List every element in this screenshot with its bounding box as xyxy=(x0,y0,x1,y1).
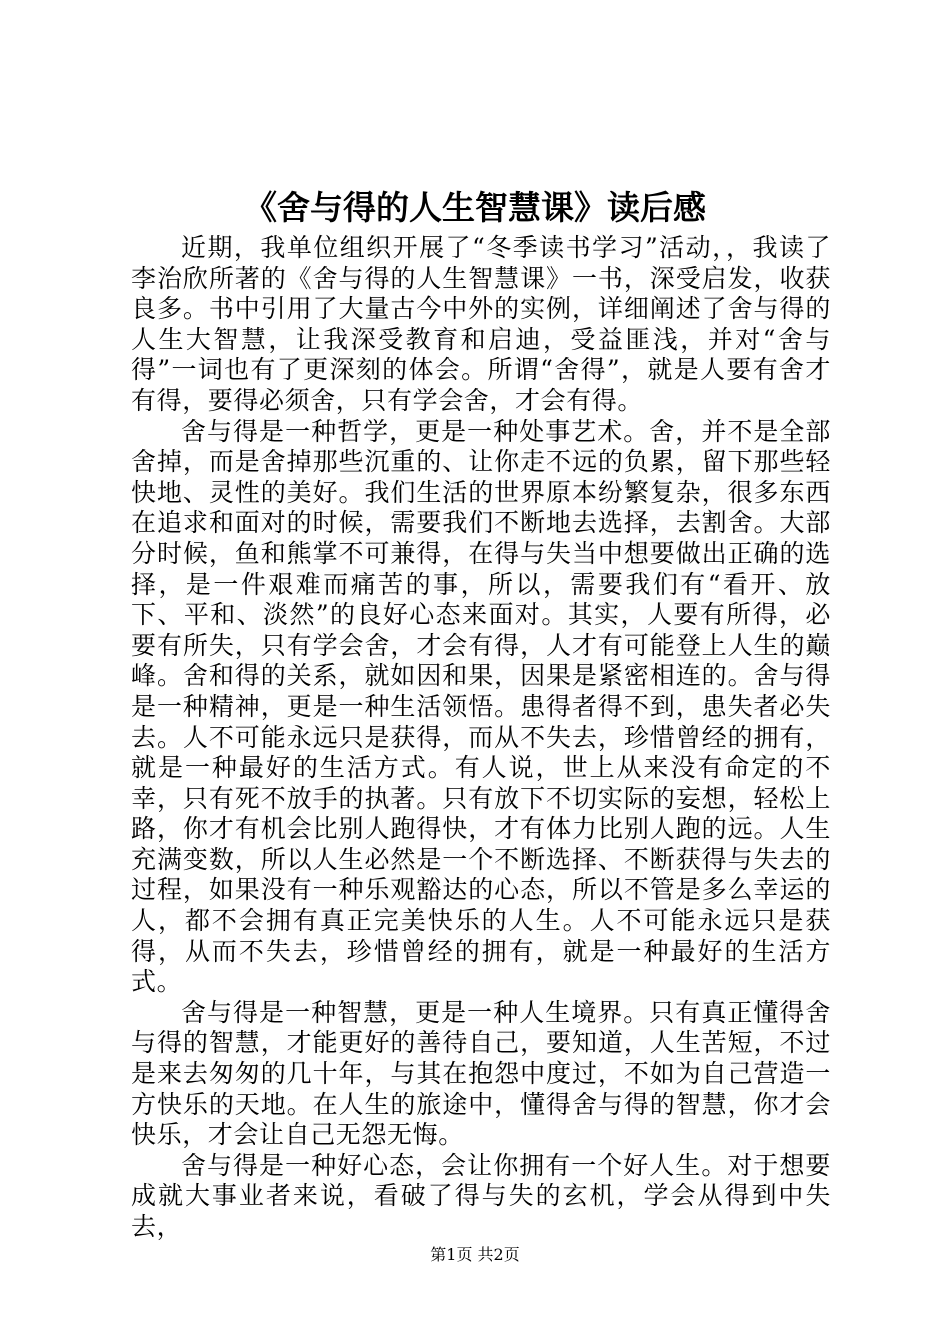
paragraph-1: 近期，我单位组织开展了“冬季读书学习”活动，，我读了李治欣所著的《舍与得的人生智慧课》一书，深受启发，收获良多。书中引用了大量古今中外的实例，详细阐述了舍与得的人生大智慧，让我深受教育和启迪，受益匪浅，并对“舍与得”一词也有了更深刻的体会。所谓“舍得”，就是人要有舍才有得，要得必须舍，只有学会舍，才会有得。 xyxy=(131,233,831,415)
paragraph-4: 舍与得是一种好心态，会让你拥有一个好人生。对于想要成就大事业者来说，看破了得与失的玄机，学会从得到中失去， xyxy=(131,1150,831,1241)
paragraph-2: 舍与得是一种哲学，更是一种处事艺术。舍，并不是全部舍掉，而是舍掉那些沉重的、让你走不远的负累，留下那些轻快地、灵性的美好。我们生活的世界原本纷繁复杂，很多东西在追求和面对的时候，需要我们不断地去选择，去割舍。大部分时候，鱼和熊掌不可兼得，在得与失当中想要做出正确的选择，是一件艰难而痛苦的事，所以，需要我们有“看开、放下、平和、淡然”的良好心态来面对。其实，人要有所得，必要有所失，只有学会舍，才会有得，人才有可能登上人生的巅峰。舍和得的关系，就如因和果，因果是紧密相连的。舍与得是一种精神，更是一种生活领悟。患得者得不到，患失者必失去。人不可能永远只是获得，而从不失去，珍惜曾经的拥有，就是一种最好的生活方式。有人说，世上从来没有命定的不幸，只有死不放手的执著。只有放下不切实际的妄想，轻松上路，你才有机会比别人跑得快，才有体力比别人跑的远。人生充满变数，所以人生必然是一个不断选择、不断获得与失去的过程，如果没有一种乐观豁达的心态，所以不管是多么幸运的人，都不会拥有真正完美快乐的人生。人不可能永远只是获得，从而不失去，珍惜曾经的拥有，就是一种最好的生活方式。 xyxy=(131,416,831,997)
document-title: 《舍与得的人生智慧课》读后感 xyxy=(244,188,706,227)
document-body xyxy=(131,233,831,1243)
paragraph-3: 舍与得是一种智慧，更是一种人生境界。只有真正懂得舍与得的智慧，才能更好的善待自己，要知道，人生苦短，不过是来去匆匆的几十年，与其在抱怨中度过，不如为自己营造一方快乐的天地。在人生的旅途中，懂得舍与得的智慧，你才会快乐，才会让自己无怨无悔。 xyxy=(131,997,831,1150)
page-number-footer: 第1页 共2页 xyxy=(430,1245,520,1264)
